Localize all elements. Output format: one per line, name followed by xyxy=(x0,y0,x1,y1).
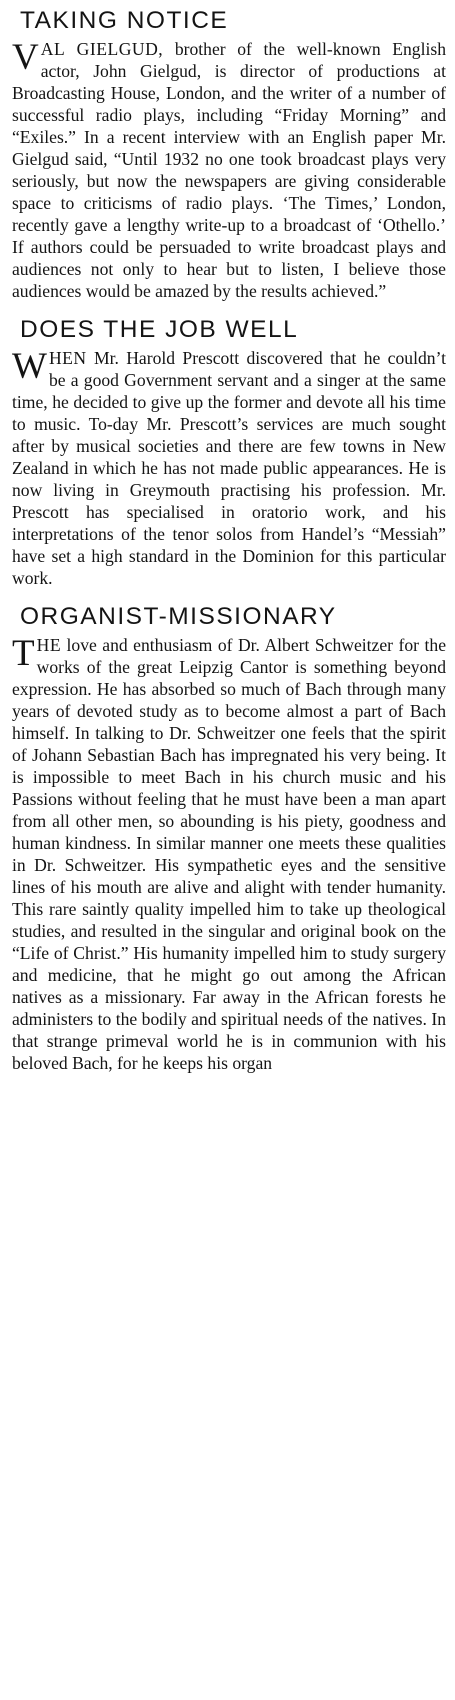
article-taking-notice xyxy=(12,6,446,302)
lead-in: AL GIELGUD, xyxy=(40,39,164,59)
drop-cap: V xyxy=(12,37,39,78)
article-spacer xyxy=(12,302,446,315)
body-text: Mr. Harold Prescott discovered that he couldn’t be a good Government servant and a singer at the same time, he decided to give up the former and devote all his time to music. To-day Mr. Prescott’s services are much sought after by musical societies and there are few towns in New Zealand in which he has not made public appearances. He is now living in Greymouth practising his profession. Mr. Prescott has specialised in oratorio work, and his interpretations of the tenor solos from Handel’s “Messiah” have set a high standard in the Dominion for this particular work. xyxy=(12,348,446,588)
article-body xyxy=(12,634,446,1074)
body-text: brother of the well-known English actor, John Gielgud, is director of productions at Broadcasting House, London, and the writer of a number of successful radio plays, including “Friday Morning” and “Exiles.” In a recent interview with an English paper Mr. Gielgud said, “Until 1932 no one took broadcast plays very seriously, but now the newspapers are giving considerable space to criticisms of radio plays. ‘The Times,’ London, recently gave a lengthy write-up to a broadcast of ‘Othello.’ If authors could be persuaded to write broadcast plays and audiences not only to hear but to listen, I believe those audiences would be amazed by the results achieved.” xyxy=(12,39,446,301)
lead-in: HE xyxy=(36,635,62,655)
article-body xyxy=(12,347,446,589)
article-body xyxy=(12,38,446,302)
drop-cap: W xyxy=(12,346,47,387)
article-does-the-job-well xyxy=(12,315,446,589)
article-spacer xyxy=(12,589,446,602)
article-heading: TAKING NOTICE xyxy=(20,7,229,34)
drop-cap: T xyxy=(12,633,35,674)
lead-in: HEN xyxy=(48,348,87,368)
article-heading: DOES THE JOB WELL xyxy=(20,316,299,343)
article-organist-missionary xyxy=(12,602,446,1074)
article-heading: ORGANIST-MISSIONARY xyxy=(20,603,337,630)
body-text: love and enthusiasm of Dr. Albert Schweitzer for the works of the great Leipzig Cantor is something beyond expression. He has absorbed so much of Bach through many years of devoted study as to become almost a part of Bach himself. In talking to Dr. Schweitzer one feels that the spirit of Johann Sebastian Bach has impregnated his very being. It is impossible to meet Bach in his church music and his Passions without feeling that he must have been a man apart from all other men, so abounding is his piety, goodness and human kindness. In similar manner one meets these qualities in Dr. Schweitzer. His sympathetic eyes and the sensitive lines of his mouth are alive and alight with tender humanity. This rare saintly quality impelled him to take up theological studies, and resulted in the singular and original book on the “Life of Christ.” His humanity impelled him to study surgery and medicine, that he might go out among the African natives as a missionary. Far away in the African forests he administers to the bodily and spiritual needs of the natives. In that strange primeval world he is in communion with his beloved Bach, for he keeps his organ xyxy=(12,635,446,1073)
